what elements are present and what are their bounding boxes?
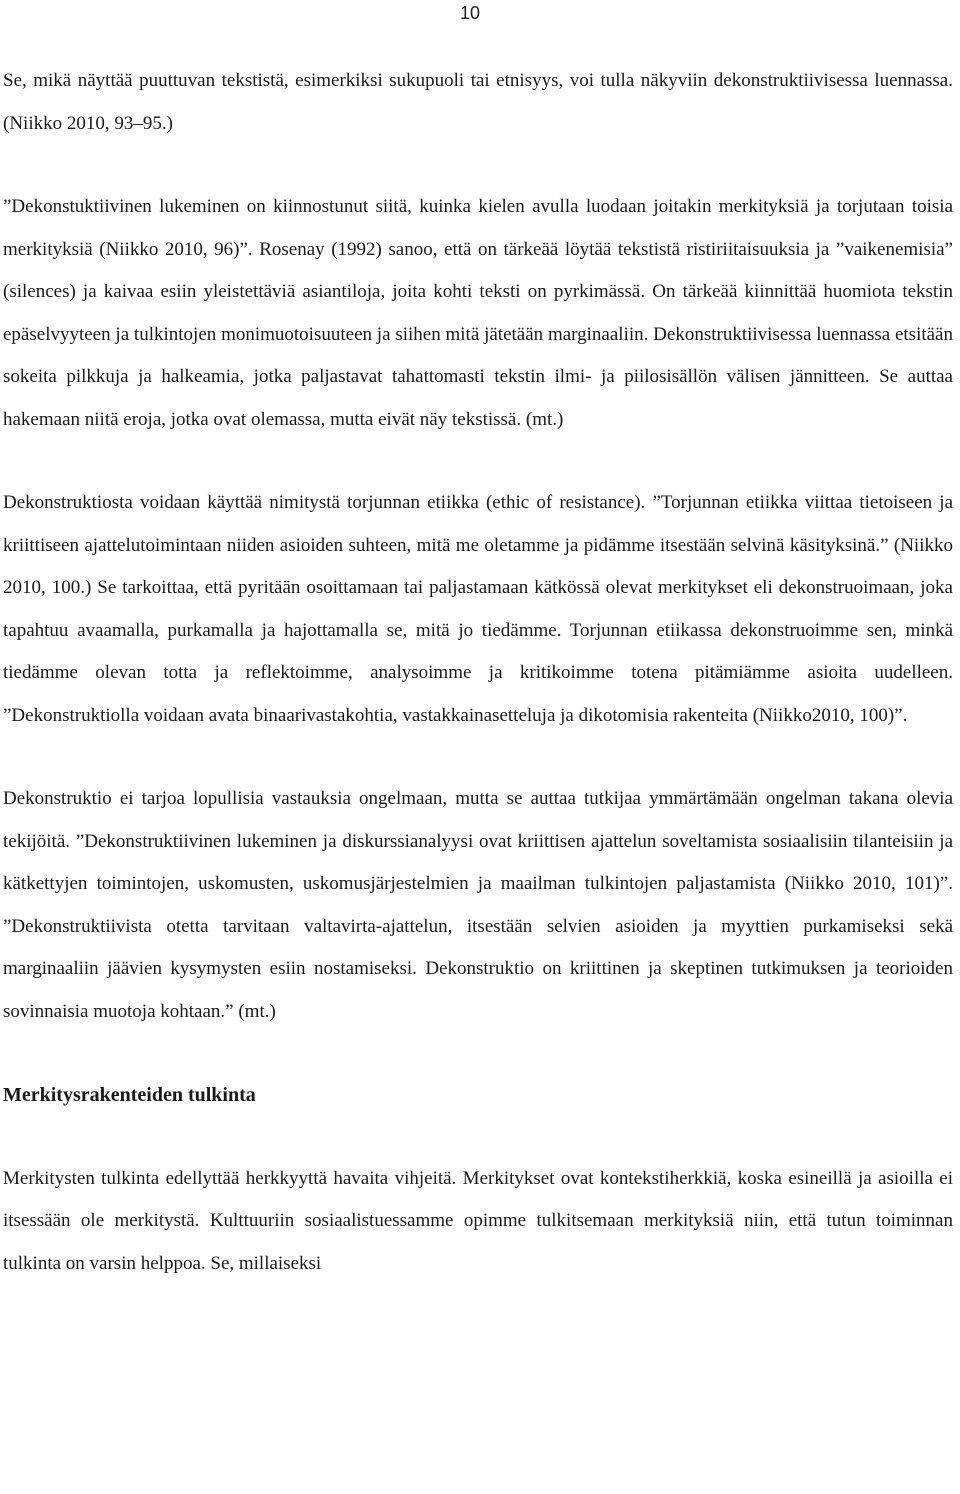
section-heading: Merkitysrakenteiden tulkinta <box>3 1084 256 1106</box>
paragraph-2: ”Dekonstuktiivinen lukeminen on kiinnostunut siitä, kuinka kielen avulla luodaan joitakin merkityksiä ja torjutaan toisia merkityksiä (Niikko 2010, 96)”. Rosenay (1992) sanoo, että on tärkeää löytää tekstistä ristiriitaisuuksia ja ”vaikenemisia” (silences) ja kaivaa esiin yleistettäviä asiantiloja, joita kohti teksti on pyrkimässä. On tärkeää kiinnittää huomiota tekstin epäselvyyteen ja tulkintojen monimuotoisuuteen ja siihen mitä jätetään marginaaliin. Dekonstruktiivisessa luennassa etsitään sokeita pilkkuja ja halkeamia, jotka paljastavat tahattomasti tekstin ilmi- ja piilosisällön välisen jännitteen. Se auttaa hakemaan niitä eroja, jotka ovat olemassa, mutta eivät näy tekstissä. (mt.) <box>3 196 953 430</box>
paragraph-1: Se, mikä näyttää puuttuvan tekstistä, esimerkiksi sukupuoli tai etnisyys, voi tulla näkyviin dekonstruktiivisessa luennassa. (Niikko 2010, 93–95.) <box>3 70 953 134</box>
document-body <box>3 60 953 1326</box>
paragraph-3: Dekonstruktiosta voidaan käyttää nimitystä torjunnan etiikka (ethic of resistance). ”Torjunnan etiikka viittaa tietoiseen ja kriittiseen ajattelutoimintaan niiden asioiden suhteen, mitä me oletamme ja pidämme itsestään selvinä käsityksinä.” (Niikko 2010, 100.) Se tarkoittaa, että pyritään osoittamaan tai paljastamaan kätkössä olevat merkitykset eli dekonstruoimaan, joka tapahtuu avaamalla, purkamalla ja hajottamalla se, mitä jo tiedämme. Torjunnan etiikassa dekonstruoimme sen, minkä tiedämme olevan totta ja reflektoimme, analysoimme ja kritikoimme totena pitämiämme asioita uudelleen. ”Dekonstruktiolla voidaan avata binaarivastakohtia, vastakkainasetteluja ja dikotomisia rakenteita (Niikko2010, 100)”. <box>3 492 953 726</box>
page-number: 10 <box>459 3 481 23</box>
paragraph-5: Merkitysten tulkinta edellyttää herkkyyttä havaita vihjeitä. Merkitykset ovat kontekstiherkkiä, koska esineillä ja asioilla ei itsessään ole merkitystä. Kulttuuriin sosiaalistuessamme opimme tulkitsemaan merkityksiä niin, että tutun toiminnan tulkinta on varsin helppoa. Se, millaiseksi <box>3 1167 953 1274</box>
paragraph-4: Dekonstruktio ei tarjoa lopullisia vastauksia ongelmaan, mutta se auttaa tutkijaa ymmärtämään ongelman takana olevia tekijöitä. ”Dekonstruktiivinen lukeminen ja diskurssianalyysi ovat kriittisen ajattelun soveltamista sosiaalisiin tilanteisiin ja kätkettyjen toimintojen, uskomusten, uskomusjärjestelmien ja maailman tulkintojen paljastamista (Niikko 2010, 101)”. ”Dekonstruktiivista otetta tarvitaan valtavirta-ajattelun, itsestään selvien asioiden ja myyttien purkamiseksi sekä marginaaliin jäävien kysymysten esiin nostamiseksi. Dekonstruktio on kriittinen ja skeptinen tutkimuksen ja teorioiden sovinnaisia muotoja kohtaan.” (mt.) <box>3 788 953 1022</box>
